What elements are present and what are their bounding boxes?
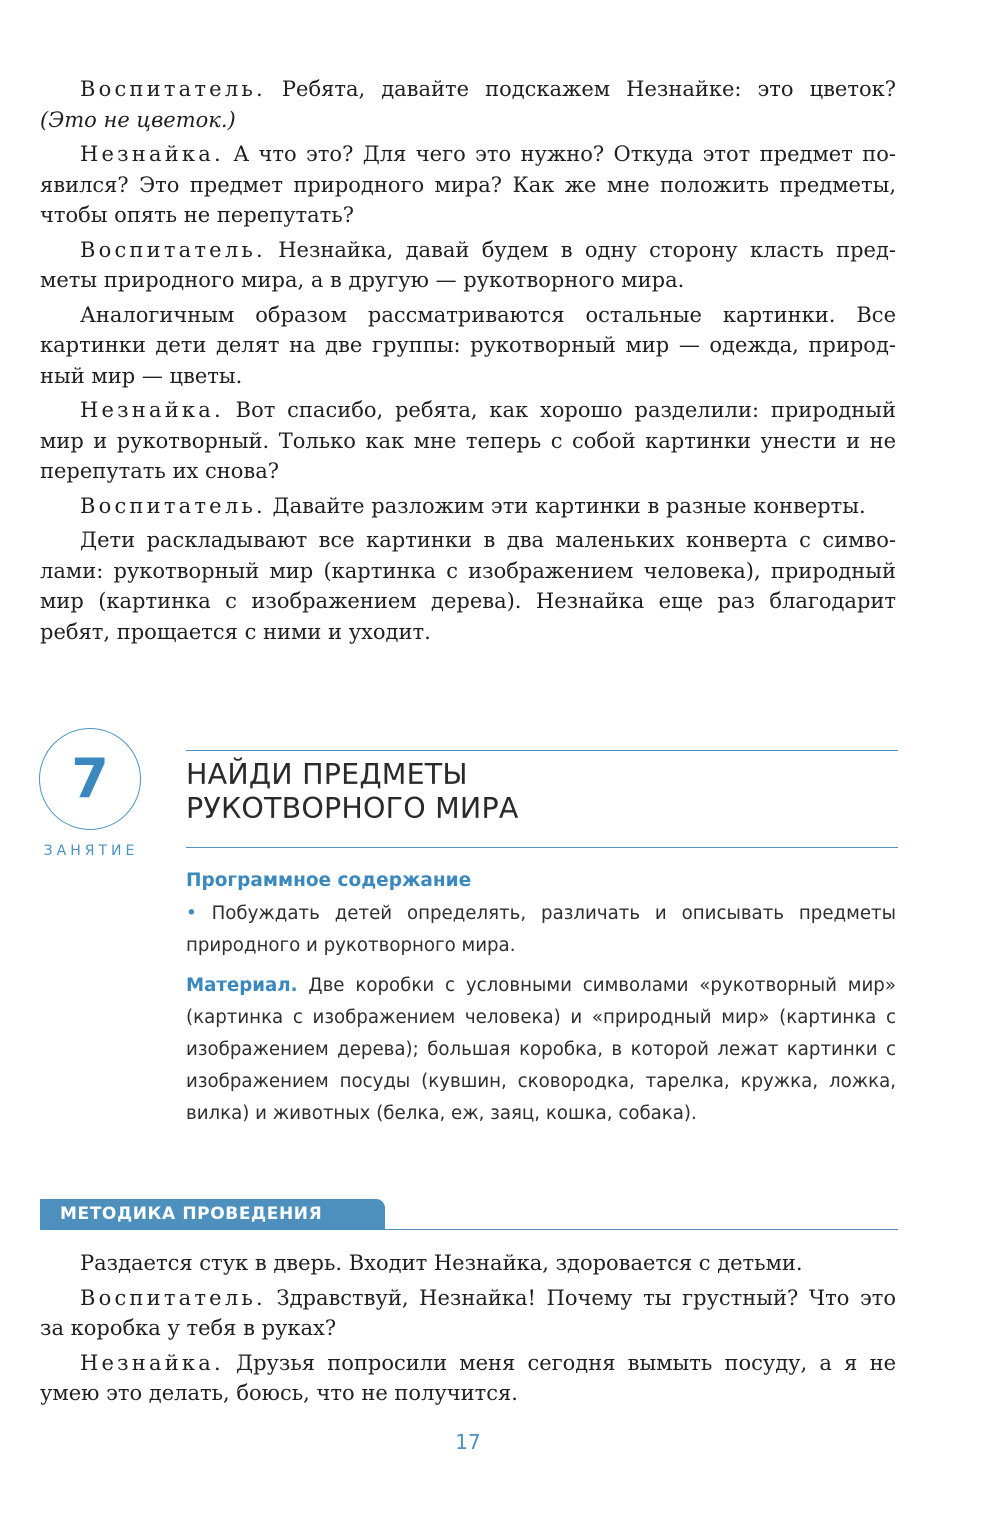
title-divider-bottom: [186, 847, 898, 848]
methodology-banner: МЕТОДИКА ПРОВЕДЕНИЯ: [40, 1199, 385, 1229]
paragraph-text: Незнайка, давай будем в одну сторону класть предметы природного мира, а в другую — рукотворного мира.: [40, 237, 896, 292]
speaker-name: Воспитатель.: [80, 493, 266, 518]
program-item-text: Побуждать детей определять, различать и описывать предметы природного и рукотворного мира.: [186, 903, 896, 956]
paragraph-text: Друзья попросили меня сегодня вымыть посуду, а я не умею это делать, боюсь, что не получится.: [40, 1350, 896, 1405]
paragraph: [40, 525, 896, 647]
speaker-name: Воспитатель.: [80, 237, 266, 262]
paragraph-text: Вот спасибо, ребята, как хорошо разделили: природный мир и рукотворный. Только как мне теперь с собой картинки унести и не перепутать их снова?: [40, 398, 896, 483]
speaker-name: Незнайка.: [80, 1350, 224, 1375]
lesson-content: [186, 866, 896, 1130]
lesson-number-badge: [39, 728, 141, 830]
paragraph: [40, 74, 896, 135]
paragraph: [40, 235, 896, 296]
paragraph-text: Давайте разложим эти картинки в разные конверты.: [265, 493, 866, 518]
speaker-name: Незнайка.: [80, 142, 224, 166]
stage-note: (Это не цветок.): [40, 107, 236, 132]
lesson-title-line: НАЙДИ ПРЕДМЕТЫ: [186, 758, 468, 791]
program-item: [186, 898, 896, 962]
material-paragraph: [186, 970, 896, 1130]
program-heading: Программное содержание: [186, 870, 472, 891]
page-number: 17: [455, 1430, 481, 1454]
lesson-title-line: РУКОТВОРНОГО МИРА: [186, 792, 519, 825]
paragraph: [40, 491, 896, 522]
paragraph: [40, 139, 896, 231]
material-label: Материал.: [186, 975, 298, 996]
title-divider-top: [186, 750, 898, 751]
paragraph-text: Аналогичным образом рассматриваются остальные картинки. Все картинки дети делят на две группы: рукотворный мир — одежда, природный мир — цветы.: [40, 302, 896, 388]
narrative-bottom: [40, 1248, 896, 1413]
paragraph-text: А что это? Для чего это нужно? Откуда этот предмет появился? Это предмет природного мира? Как же мне положить предметы, чтобы опять не перепутать?: [40, 142, 896, 227]
paragraph-text: Раздается стук в дверь. Входит Незнайка, здоровается с детьми.: [80, 1251, 803, 1275]
paragraph: [40, 1348, 896, 1409]
lesson-title: [186, 758, 898, 826]
bullet-icon: •: [186, 903, 197, 924]
lesson-number: 7: [71, 747, 109, 810]
speaker-name: Воспитатель.: [80, 1285, 266, 1310]
paragraph-text: Ребята, давайте подскажем Незнайке: это цветок?: [265, 77, 896, 101]
paragraph: [40, 395, 896, 487]
paragraph-text: Здравствуй, Незнайка! Почему ты грустный? Что это за коробка у тебя в руках?: [40, 1285, 896, 1340]
speaker-name: Незнайка.: [80, 398, 224, 422]
lesson-label: ЗАНЯТИЕ: [43, 843, 139, 859]
methodology-divider: [40, 1229, 898, 1230]
paragraph: [40, 300, 896, 392]
paragraph: [40, 1283, 896, 1344]
paragraph-text: Дети раскладывают все картинки в два маленьких конверта с символами: рукотворный мир (картинка с изображением человека), природный мир (картинка с изображением дерева). Незнайка еще раз благодарит ребят, прощается с ними и уходит.: [40, 528, 896, 644]
material-text: Две коробки с условными символами «рукотворный мир» (картинка с изображением человека) и «природный мир» (картинка с изображением дерева); большая коробка, в которой лежат картинки с изображением посуды (кувшин, сковородка, тарелка, кружка, ложка, вилка) и животных (белка, еж, заяц, кошка, собака).: [186, 975, 896, 1124]
paragraph: [40, 1248, 896, 1279]
narrative-top: [40, 74, 896, 651]
speaker-name: Воспитатель.: [80, 77, 266, 101]
